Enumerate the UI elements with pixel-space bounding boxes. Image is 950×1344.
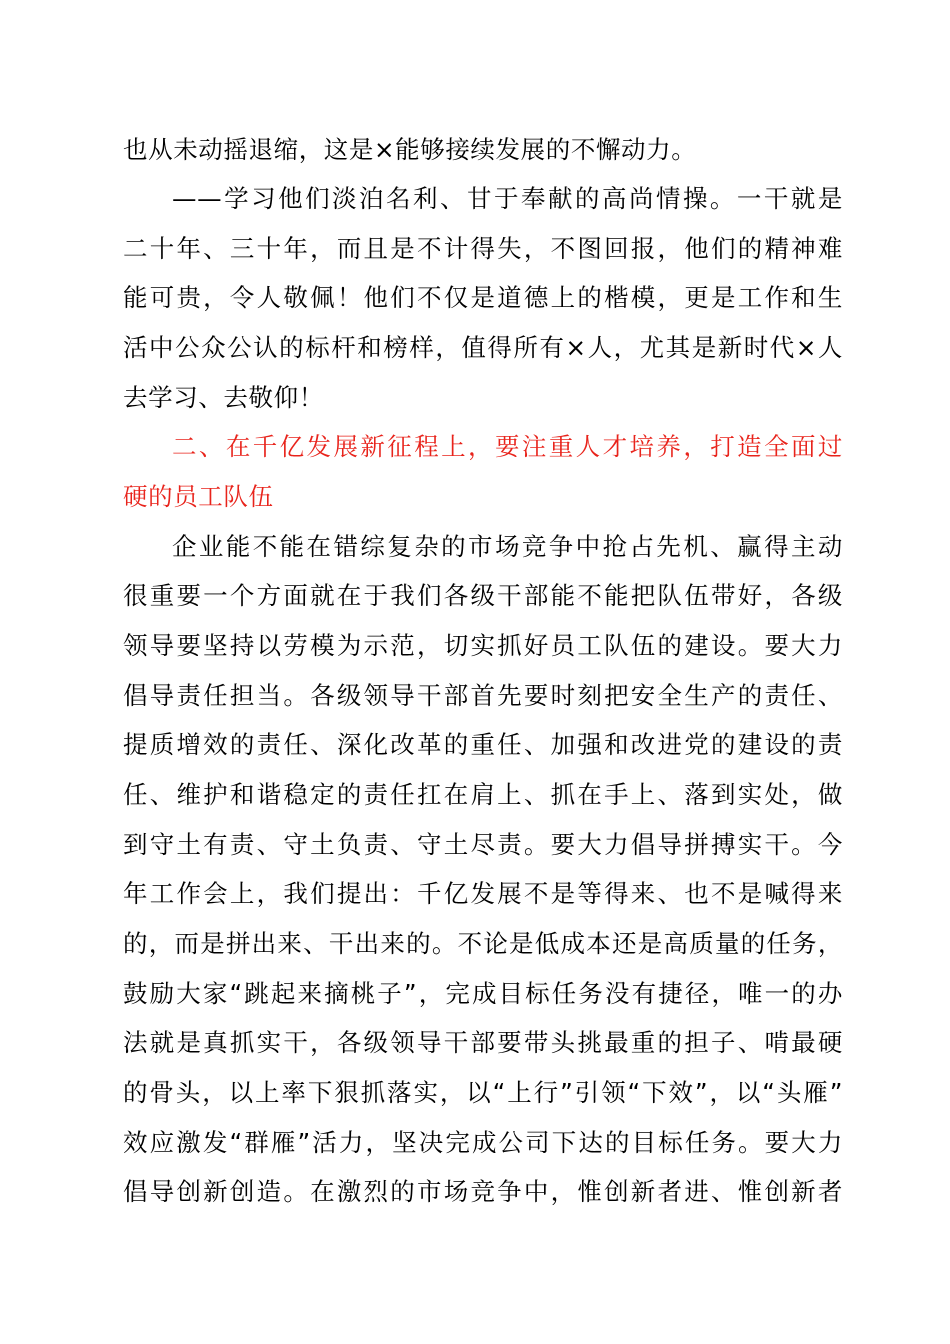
paragraph-line: 年工作会上，我们提出：千亿发展不是等得来、也不是喊得来 [123, 879, 843, 908]
paragraph-line: 企业能不能在错综复杂的市场竞争中抢占先机、赢得主动 [172, 532, 843, 561]
paragraph-line: 的骨头，以上率下狠抓落实，以“上行”引领“下效”，以“头雁” [123, 1078, 843, 1107]
paragraph-line: ——学习他们淡泊名利、甘于奉献的高尚情操。一干就是 [172, 184, 843, 213]
section-heading-line: 硬的员工队伍 [123, 482, 274, 511]
paragraph-line: 很重要一个方面就在于我们各级干部能不能把队伍带好，各级 [123, 581, 843, 610]
paragraph-line: 任、维护和谐稳定的责任扛在肩上、抓在手上、落到实处，做 [123, 780, 843, 809]
paragraph-line: 提质增效的责任、深化改革的重任、加强和改进党的建设的责 [123, 730, 843, 759]
paragraph-line: 也从未动摇退缩，这是×能够接续发展的不懈动力。 [123, 135, 697, 164]
section-heading-line: 二、在千亿发展新征程上，要注重人才培养，打造全面过 [172, 432, 843, 461]
paragraph-line: 鼓励大家“跳起来摘桃子”，完成目标任务没有捷径，唯一的办 [123, 979, 843, 1008]
paragraph-line: 效应激发“群雁”活力，坚决完成公司下达的目标任务。要大力 [123, 1128, 843, 1157]
paragraph-line: 能可贵，令人敬佩！他们不仅是道德上的楷模，更是工作和生 [123, 283, 843, 312]
paragraph-line: 法就是真抓实干，各级领导干部要带头挑最重的担子、啃最硬 [123, 1028, 843, 1057]
paragraph-line: 二十年、三十年，而且是不计得失，不图回报，他们的精神难 [123, 234, 843, 263]
paragraph-line: 的，而是拼出来、干出来的。不论是低成本还是高质量的任务， [123, 929, 843, 958]
paragraph-line: 去学习、去敬仰！ [123, 383, 324, 412]
paragraph-line: 到守土有责、守土负责、守土尽责。要大力倡导拼搏实干。今 [123, 830, 843, 859]
paragraph-line: 倡导责任担当。各级领导干部首先要时刻把安全生产的责任、 [123, 681, 843, 710]
paragraph-line: 活中公众公认的标杆和榜样，值得所有×人，尤其是新时代×人 [123, 333, 843, 362]
paragraph-line: 倡导创新创造。在激烈的市场竞争中，惟创新者进、惟创新者 [123, 1177, 843, 1206]
paragraph-line: 领导要坚持以劳模为示范，切实抓好员工队伍的建设。要大力 [123, 631, 843, 660]
